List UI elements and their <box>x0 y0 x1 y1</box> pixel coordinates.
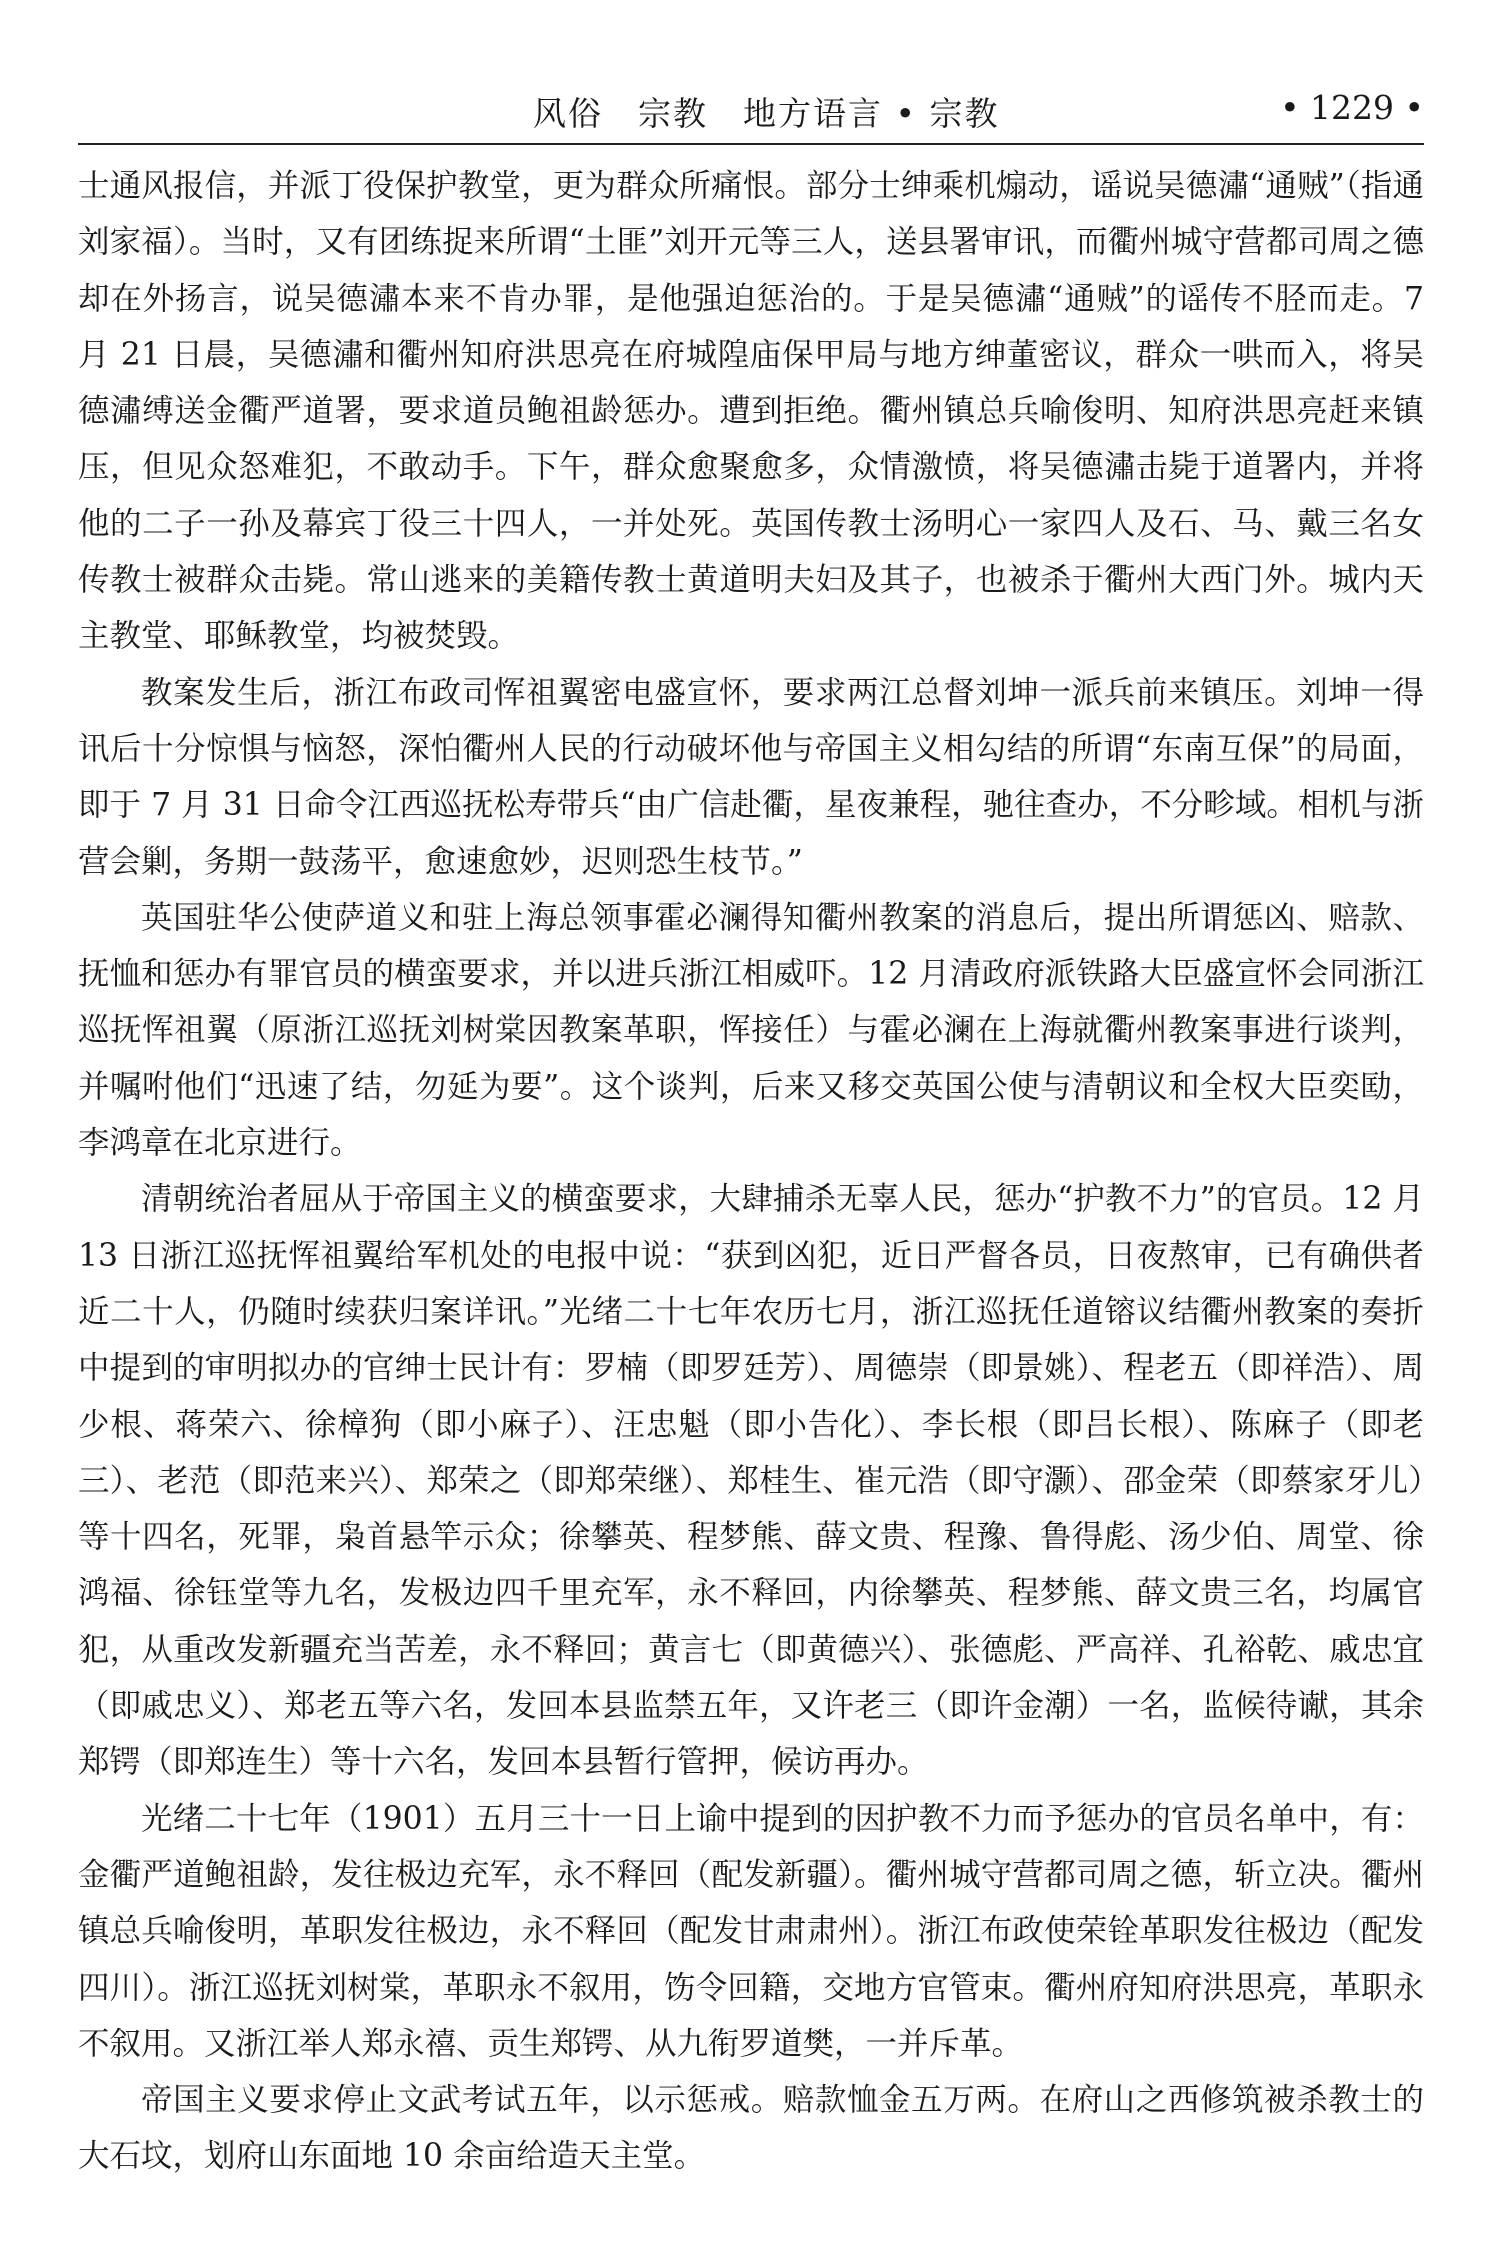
header-title: 风俗 宗教 地方语言 • 宗教 <box>533 94 1000 133</box>
body-text <box>78 158 1424 2185</box>
page-number: • 1229 • <box>1280 88 1424 127</box>
paragraph-continued: 士通风报信，并派丁役保护教堂，更为群众所痛恨。部分士绅乘机煽动，谣说吴德潚“通贼”（指通刘家福）。当时，又有团练捉来所谓“土匪”刘开元等三人，送县署审讯，而衢州城守营都司周之德却在外扬言，说吴德潚本来不肯办罪，是他强迫惩治的。于是吴德潚“通贼”的谣传不胫而走。7 月 21 日晨，吴德潚和衢州知府洪思亮在府城隍庙保甲局与地方绅董密议，群众一哄而入，将吴德潚缚送金衢严道署，要求道员鲍祖龄惩办。遭到拒绝。衢州镇总兵喻俊明、知府洪思亮赶来镇压，但见众怒难犯，不敢动手。下午，群众愈聚愈多，众情激愤，将吴德潚击毙于道署内，并将他的二子一孙及幕宾丁役三十四人，一并处死。英国传教士汤明心一家四人及石、马、戴三名女传教士被群众击毙。常山逃来的美籍传教士黄道明夫妇及其子，也被杀于衢州大西门外。城内天主教堂、耶稣教堂，均被焚毁。 <box>78 168 1424 655</box>
running-header <box>78 84 1424 136</box>
header-rule <box>78 143 1424 145</box>
paragraph: 帝国主义要求停止文武考试五年，以示惩戒。赔款恤金五万两。在府山之西修筑被杀教士的大石坟，划府山东面地 10 余亩给造天主堂。 <box>78 2082 1424 2175</box>
paragraph: 教案发生后，浙江布政司恽祖翼密电盛宣怀，要求两江总督刘坤一派兵前来镇压。刘坤一得讯后十分惊惧与恼怒，深怕衢州人民的行动破坏他与帝国主义相勾结的所谓“东南互保”的局面，即于 7 月 31 日命令江西巡抚松寿带兵“由广信赴衢，星夜兼程，驰往查办，不分畛域。相机与浙营会剿，务期一鼓荡平，愈速愈妙，迟则恐生枝节。” <box>78 674 1424 880</box>
paragraph: 英国驻华公使萨道义和驻上海总领事霍必澜得知衢州教案的消息后，提出所谓惩凶、赔款、抚恤和惩办有罪官员的横蛮要求，并以进兵浙江相威吓。12 月清政府派铁路大臣盛宣怀会同浙江巡抚恽祖翼（原浙江巡抚刘树棠因教案革职，恽接任）与霍必澜在上海就衢州教案事进行谈判，并嘱咐他们“迅速了结，勿延为要”。这个谈判，后来又移交英国公使与清朝议和全权大臣奕劻，李鸿章在北京进行。 <box>78 899 1424 1162</box>
paragraph: 光绪二十七年（1901）五月三十一日上谕中提到的因护教不力而予惩办的官员名单中，有：金衢严道鲍祖龄，发往极边充军，永不释回（配发新疆）。衢州城守营都司周之德，斩立决。衢州镇总兵喻俊明，革职发往极边，永不释回（配发甘肃肃州）。浙江布政使荣铨革职发往极边（配发四川）。浙江巡抚刘树棠，革职永不叙用，饬令回籍，交地方官管束。衢州府知府洪思亮，革职永不叙用。又浙江举人郑永禧、贡生郑锷、从九衔罗道樊，一并斥革。 <box>78 1800 1424 2062</box>
paragraph: 清朝统治者屈从于帝国主义的横蛮要求，大肆捕杀无辜人民，惩办“护教不力”的官员。12 月 13 日浙江巡抚恽祖翼给军机处的电报中说：“获到凶犯，近日严督各员，日夜熬审，已有确供者近二十人，仍随时续获归案详讯。”光绪二十七年农历七月，浙江巡抚任道镕议结衢州教案的奏折中提到的审明拟办的官绅士民计有：罗楠（即罗廷芳）、周德崇（即景姚）、程老五（即祥浩）、周少根、蒋荣六、徐樟狗（即小麻子）、汪忠魁（即小告化）、李长根（即吕长根）、陈麻子（即老三）、老范（即范来兴）、郑荣之（即郑荣继）、郑桂生、崔元浩（即守灏）、邵金荣（即蔡家牙儿）等十四名，死罪，枭首悬竿示众；徐攀英、程梦熊、薛文贵、程豫、鲁得彪、汤少伯、周堂、徐鸿福、徐钰堂等九名，发极边四千里充军，永不释回，内徐攀英、程梦熊、薛文贵三名，均属官犯，从重改发新疆充当苦差，永不释回；黄言七（即黄德兴）、张德彪、严高祥、孔裕乾、戚忠宜（即戚忠义）、郑老五等六名，发回本县监禁五年，又许老三（即许金潮）一名，监候待谳，其余郑锷（即郑连生）等十六名，发回本县暂行管押，候访再办。 <box>78 1181 1424 1781</box>
